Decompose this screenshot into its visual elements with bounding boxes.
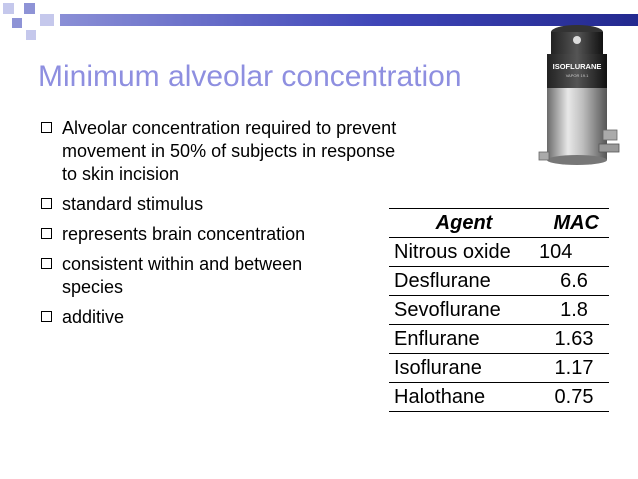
table-row: [389, 238, 609, 267]
bullet-box-icon: [41, 258, 52, 269]
decor-square: [24, 3, 35, 14]
bullet-item: [40, 193, 420, 216]
vaporizer-sublabel: VAPOR 19.1: [565, 73, 589, 78]
decor-square: [40, 14, 54, 26]
bullet-box-icon: [41, 311, 52, 322]
bullet-item: [40, 306, 420, 329]
agent-cell: Desflurane: [389, 267, 539, 296]
bullet-item: [40, 223, 420, 246]
agent-cell: Halothane: [389, 383, 539, 412]
vaporizer-image: [535, 22, 625, 172]
table-row: [389, 354, 609, 383]
bullet-text: consistent within and between species: [62, 254, 303, 297]
table-row: [389, 383, 609, 412]
mac-cell: 0.75: [539, 383, 609, 412]
bullet-item: [40, 117, 420, 186]
agent-cell: Isoflurane: [389, 354, 539, 383]
bullet-box-icon: [41, 122, 52, 133]
column-header-mac: MAC: [539, 209, 609, 238]
decor-square: [3, 3, 14, 14]
bullet-text: additive: [62, 307, 125, 327]
column-header-agent: Agent: [389, 209, 539, 238]
agent-cell: Nitrous oxide: [389, 238, 539, 267]
mac-cell: 6.6: [539, 267, 609, 296]
agent-cell: Enflurane: [389, 325, 539, 354]
bullet-text: Alveolar concentration required to prevent movement in 50% of subjects in response to skin incision: [62, 118, 397, 184]
mac-cell: 1.63: [539, 325, 609, 354]
bullet-text: standard stimulus: [62, 194, 204, 214]
table-header-row: [389, 209, 609, 238]
table-row: [389, 325, 609, 354]
mac-cell: 104: [539, 238, 609, 267]
bullet-item: [40, 253, 362, 299]
bullet-list: [40, 117, 420, 336]
table-row: [389, 296, 609, 325]
decor-square: [12, 18, 22, 28]
table-row: [389, 267, 609, 296]
bullet-text: represents brain concentration: [62, 224, 306, 244]
slide-title: Minimum alveolar concentration: [38, 60, 462, 93]
mac-cell: 1.17: [539, 354, 609, 383]
mac-table: [389, 208, 609, 412]
vaporizer-label: ISOFLURANE: [552, 62, 602, 71]
bullet-box-icon: [41, 228, 52, 239]
mac-cell: 1.8: [539, 296, 609, 325]
decor-square: [26, 30, 36, 40]
agent-cell: Sevoflurane: [389, 296, 539, 325]
bullet-box-icon: [41, 198, 52, 209]
